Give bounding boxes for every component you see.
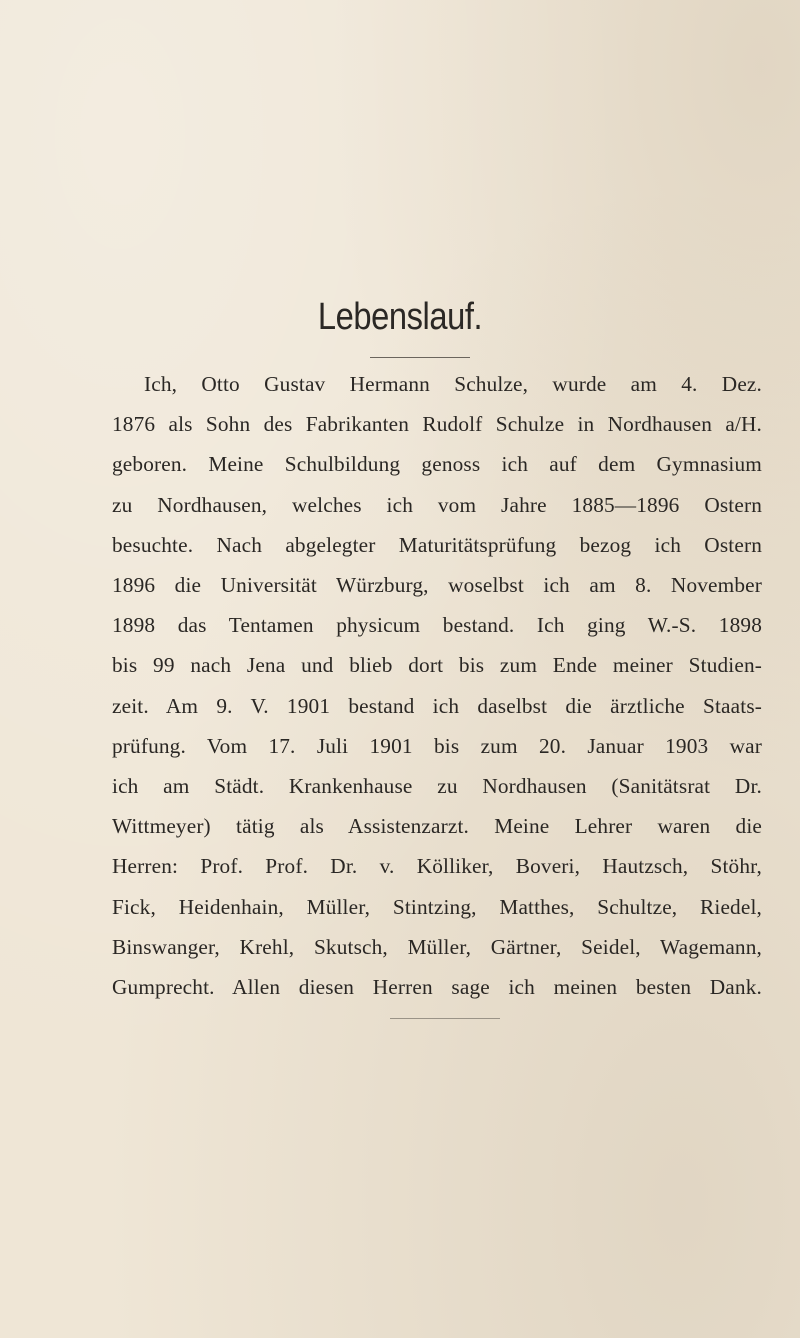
text-line: prüfung. Vom 17. Juli 1901 bis zum 20. Januar 1903 war: [112, 733, 762, 758]
text-line: 1876 als Sohn des Fabrikanten Rudolf Schulze in Nordhausen a/H.: [112, 412, 762, 437]
text-line: zu Nordhausen, welches ich vom Jahre 1885—1896 Ostern: [112, 492, 762, 517]
text-line: geboren. Meine Schulbildung genoss ich auf dem Gymnasium: [112, 452, 762, 477]
text-line: 1898 das Tentamen physicum bestand. Ich ging W.-S. 1898: [112, 613, 762, 638]
text-line: zeit. Am 9. V. 1901 bestand ich daselbst die ärztliche Staats-: [112, 693, 762, 718]
title-divider: [370, 357, 470, 358]
text-line: Ich, Otto Gustav Hermann Schulze, wurde am 4. Dez.: [144, 372, 762, 396]
text-line: Gumprecht. Allen diesen Herren sage ich meinen besten Dank.: [112, 975, 762, 1000]
biography-paragraph: [112, 364, 762, 1007]
text-line: ich am Städt. Krankenhause zu Nordhausen (Sanitätsrat Dr.: [112, 774, 762, 799]
text-line: 1896 die Universität Würzburg, woselbst ich am 8. November: [112, 573, 762, 598]
text-line: Herren: Prof. Prof. Dr. v. Kölliker, Boveri, Hautzsch, Stöhr,: [112, 854, 762, 879]
text-line: besuchte. Nach abgelegter Maturitätsprüfung bezog ich Ostern: [112, 532, 762, 557]
text-line: Fick, Heidenhain, Müller, Stintzing, Matthes, Schultze, Riedel,: [112, 894, 762, 919]
closing-divider: [390, 1018, 500, 1019]
text-line: Wittmeyer) tätig als Assistenzarzt. Meine Lehrer waren die: [112, 814, 762, 839]
text-line: bis 99 nach Jena und blieb dort bis zum Ende meiner Studien-: [112, 653, 762, 678]
page-title: Lebenslauf.: [317, 296, 483, 338]
text-line: Binswanger, Krehl, Skutsch, Müller, Gärtner, Seidel, Wagemann,: [112, 934, 762, 959]
